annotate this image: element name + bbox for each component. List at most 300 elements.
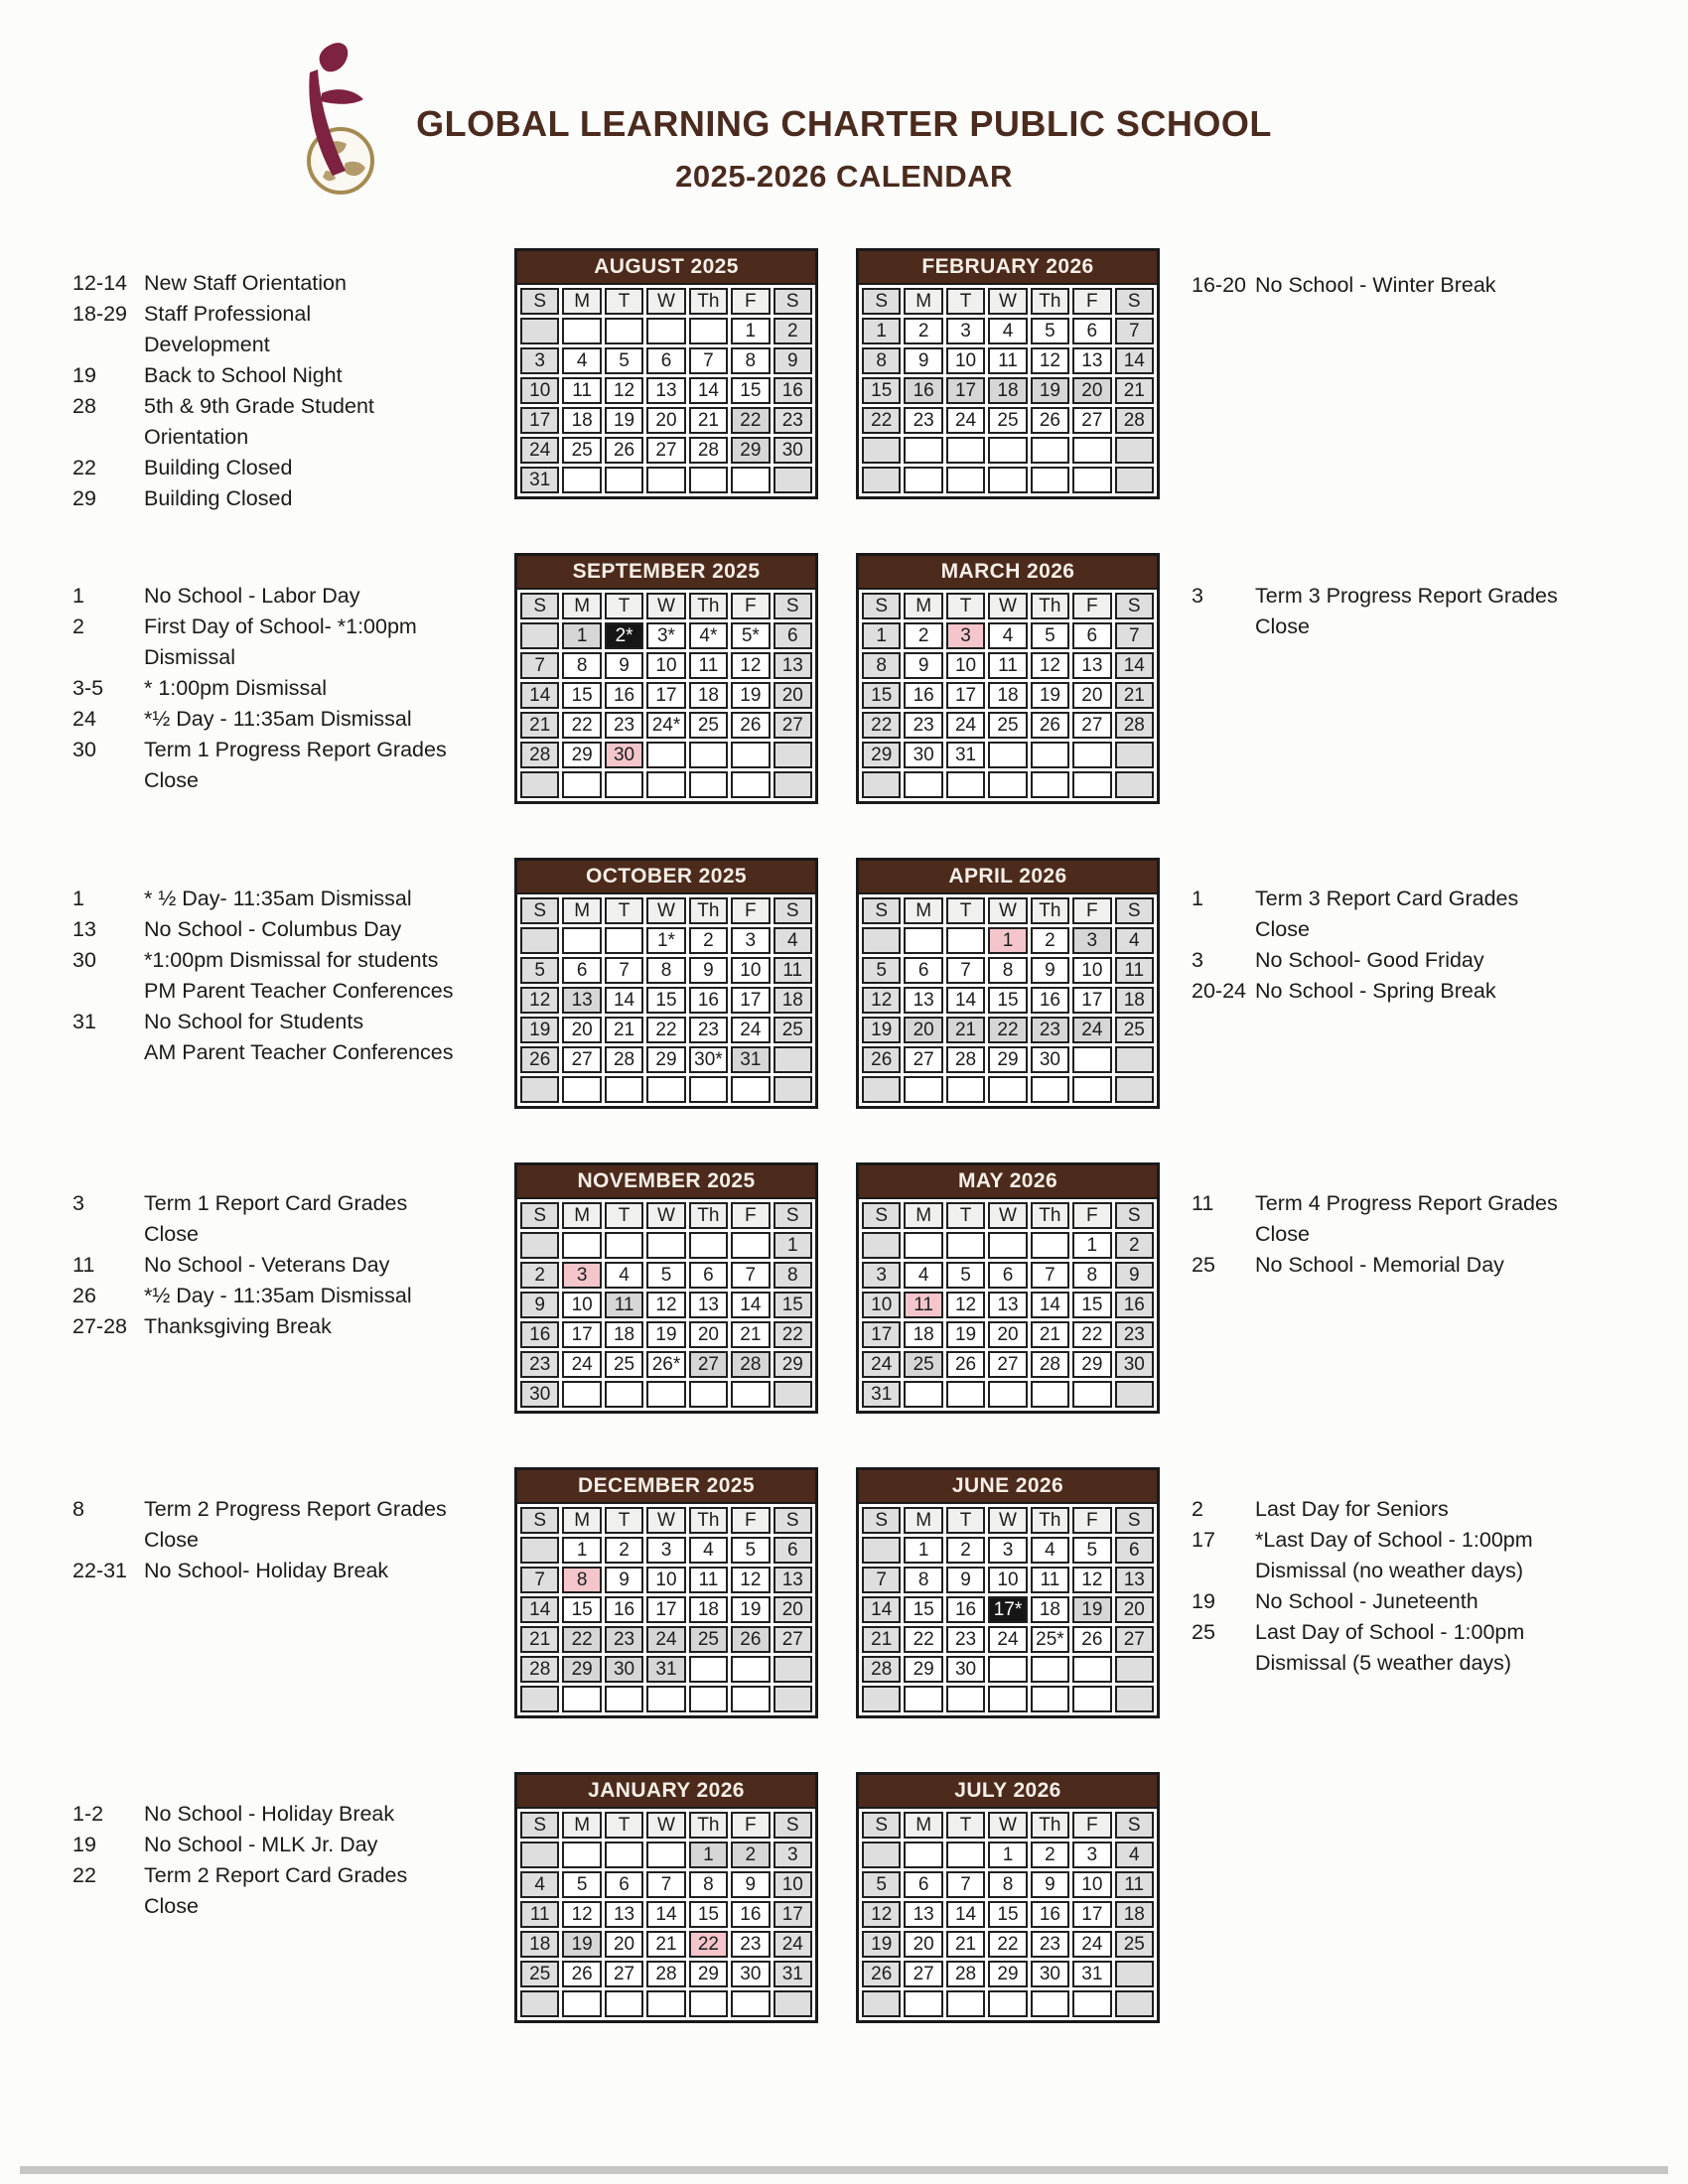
day-cell: 1	[731, 318, 770, 344]
day-cell	[904, 771, 942, 798]
day-cell	[1072, 1076, 1111, 1103]
day-cell: 15	[646, 987, 685, 1014]
day-cell: 23	[946, 1626, 985, 1653]
day-cell	[646, 1076, 685, 1103]
day-cell: 29	[562, 742, 601, 768]
day-cell: 15	[731, 377, 770, 404]
note-text: AM Parent Teacher Conferences	[144, 1040, 454, 1064]
day-cell: 16	[1031, 987, 1069, 1014]
day-header-cell: M	[562, 1812, 601, 1839]
day-header-cell: S	[1115, 593, 1154, 619]
day-cell	[731, 467, 770, 493]
day-cell	[1115, 742, 1154, 768]
day-cell: 21	[731, 1321, 770, 1348]
day-cell: 2	[520, 1262, 559, 1289]
day-cell: 15	[904, 1596, 942, 1623]
day-header-cell: Th	[1031, 288, 1069, 315]
note-text: Term 2 Progress Report Grades	[144, 1497, 447, 1521]
note-text: Dismissal (5 weather days)	[1255, 1651, 1512, 1675]
day-cell: 12	[731, 1567, 770, 1593]
day-cell: 20	[605, 1931, 643, 1958]
day-cell: 2	[904, 318, 942, 344]
day-cell: 14	[689, 377, 728, 404]
day-header-cell: T	[605, 1507, 643, 1534]
day-cell: 16	[605, 1596, 643, 1623]
day-header-cell: Th	[1031, 1507, 1069, 1534]
day-cell	[731, 1686, 770, 1712]
day-header-cell: Th	[689, 897, 728, 924]
day-cell: 25	[605, 1351, 643, 1378]
day-cell: 17	[646, 1596, 685, 1623]
day-cell: 19	[1072, 1596, 1111, 1623]
day-cell: 19	[646, 1321, 685, 1348]
day-header-cell: S	[1115, 897, 1154, 924]
day-cell: 12	[862, 987, 901, 1014]
day-cell	[562, 467, 601, 493]
day-cell: 31	[520, 467, 559, 493]
month-calendar-september-2025	[514, 553, 818, 804]
day-cell: 9	[731, 1871, 770, 1898]
day-header-cell: M	[562, 593, 601, 619]
day-cell: 22	[904, 1626, 942, 1653]
month-title: DECEMBER 2025	[517, 1470, 815, 1504]
note-text: Close	[1255, 614, 1310, 638]
day-cell	[1072, 1656, 1111, 1683]
day-cell	[689, 742, 728, 768]
note-date: 16-20	[1192, 273, 1246, 297]
day-cell: 28	[520, 742, 559, 768]
day-cell: 26	[1031, 712, 1069, 739]
day-header-cell: S	[862, 288, 901, 315]
day-cell: 20	[562, 1017, 601, 1043]
day-cell: 5*	[731, 622, 770, 649]
day-cell: 3	[1072, 927, 1111, 954]
day-cell: 7	[1115, 622, 1154, 649]
note-text: No School - Juneteenth	[1255, 1589, 1478, 1613]
day-cell	[946, 437, 985, 464]
day-cell: 11	[605, 1292, 643, 1318]
day-cell: 26	[1072, 1626, 1111, 1653]
day-header-cell: W	[988, 1202, 1027, 1229]
day-cell: 13	[646, 377, 685, 404]
day-cell: 1	[562, 1537, 601, 1564]
day-cell: 24	[774, 1931, 812, 1958]
day-cell: 23	[1031, 1017, 1069, 1043]
day-cell: 7	[862, 1567, 901, 1593]
day-cell	[1031, 1686, 1069, 1712]
month-title: MAY 2026	[859, 1165, 1157, 1199]
day-cell: 5	[1031, 318, 1069, 344]
day-header-cell: Th	[689, 288, 728, 315]
day-cell: 19	[520, 1017, 559, 1043]
day-cell: 10	[774, 1871, 812, 1898]
day-cell: 29	[988, 1046, 1027, 1073]
day-header-cell: M	[904, 1812, 942, 1839]
day-header-cell: S	[520, 288, 559, 315]
day-cell: 22	[862, 712, 901, 739]
day-cell: 23	[1115, 1321, 1154, 1348]
day-cell	[562, 1076, 601, 1103]
day-cell	[562, 1842, 601, 1868]
day-cell: 13	[1115, 1567, 1154, 1593]
day-cell: 24	[946, 407, 985, 434]
day-cell: 25	[774, 1017, 812, 1043]
day-cell: 9	[689, 957, 728, 984]
day-cell: 6	[904, 1871, 942, 1898]
day-cell: 6	[1115, 1537, 1154, 1564]
day-cell: 9	[1031, 1871, 1069, 1898]
note-text: Development	[144, 333, 270, 356]
day-cell: 7	[946, 957, 985, 984]
day-cell	[646, 1232, 685, 1259]
day-cell: 8	[646, 957, 685, 984]
day-cell: 26	[731, 1626, 770, 1653]
note-text: *½ Day - 11:35am Dismissal	[144, 707, 412, 731]
day-cell: 28	[520, 1656, 559, 1683]
day-cell	[1031, 742, 1069, 768]
day-cell: 16	[946, 1596, 985, 1623]
month-title: JANUARY 2026	[517, 1775, 815, 1809]
day-cell: 11	[520, 1901, 559, 1928]
day-cell: 16	[731, 1901, 770, 1928]
day-cell: 29	[646, 1046, 685, 1073]
day-cell: 19	[1031, 377, 1069, 404]
day-cell: 31	[646, 1656, 685, 1683]
day-header-cell: F	[1072, 1507, 1111, 1534]
day-cell: 16	[605, 682, 643, 709]
day-cell: 22	[646, 1017, 685, 1043]
note-date: 1-2	[72, 1802, 104, 1826]
day-cell: 5	[1031, 622, 1069, 649]
day-cell: 17	[946, 377, 985, 404]
day-cell: 28	[1031, 1351, 1069, 1378]
day-cell: 8	[689, 1871, 728, 1898]
day-cell	[520, 1076, 559, 1103]
day-cell: 4	[1115, 927, 1154, 954]
day-cell: 26	[862, 1046, 901, 1073]
note-text: No School - Labor Day	[144, 584, 360, 608]
day-cell	[862, 1076, 901, 1103]
day-cell: 7	[1031, 1262, 1069, 1289]
day-cell: 13	[904, 1901, 942, 1928]
day-cell: 11	[988, 347, 1027, 374]
day-cell	[1115, 1656, 1154, 1683]
day-cell: 30	[774, 437, 812, 464]
day-cell	[646, 1842, 685, 1868]
day-cell: 31	[1072, 1961, 1111, 1987]
day-cell: 18	[904, 1321, 942, 1348]
day-cell: 11	[689, 1567, 728, 1593]
day-header-cell: T	[605, 288, 643, 315]
day-cell: 18	[1115, 1901, 1154, 1928]
day-header-cell: W	[646, 593, 685, 619]
day-cell: 20	[904, 1017, 942, 1043]
day-cell: 27	[689, 1351, 728, 1378]
day-cell	[689, 1656, 728, 1683]
day-cell: 31	[774, 1961, 812, 1987]
note-text: No School - Holiday Break	[144, 1802, 395, 1826]
day-cell	[1115, 771, 1154, 798]
day-cell: 18	[988, 682, 1027, 709]
day-cell: 24*	[646, 712, 685, 739]
day-cell: 5	[731, 1537, 770, 1564]
day-cell	[731, 742, 770, 768]
day-header-cell: W	[646, 1507, 685, 1534]
day-cell: 3	[862, 1262, 901, 1289]
day-cell: 24	[988, 1626, 1027, 1653]
day-cell: 3	[774, 1842, 812, 1868]
note-date: 27-28	[72, 1314, 127, 1338]
day-cell	[904, 437, 942, 464]
day-cell	[774, 1381, 812, 1408]
note-text: No School- Holiday Break	[144, 1559, 389, 1582]
note-text: * 1:00pm Dismissal	[144, 676, 327, 700]
day-cell: 27	[562, 1046, 601, 1073]
day-cell: 7	[605, 957, 643, 984]
day-cell: 25	[520, 1961, 559, 1987]
day-cell	[731, 1232, 770, 1259]
note-date: 22	[72, 456, 96, 479]
day-cell: 13	[774, 652, 812, 679]
day-header-cell: M	[562, 897, 601, 924]
day-cell: 25	[988, 407, 1027, 434]
month-calendar-august-2025	[514, 248, 818, 499]
day-cell: 3	[520, 347, 559, 374]
day-header-cell: F	[731, 288, 770, 315]
day-cell	[946, 1842, 985, 1868]
day-cell	[520, 927, 559, 954]
day-cell	[689, 467, 728, 493]
day-cell: 22	[562, 1626, 601, 1653]
day-cell: 18	[774, 987, 812, 1014]
day-cell: 28	[689, 437, 728, 464]
day-cell	[605, 927, 643, 954]
day-cell: 29	[774, 1351, 812, 1378]
day-cell: 4	[520, 1871, 559, 1898]
day-header-cell: S	[1115, 1202, 1154, 1229]
day-cell	[1031, 1990, 1069, 2017]
day-cell: 3	[731, 927, 770, 954]
month-title: NOVEMBER 2025	[517, 1165, 815, 1199]
day-cell: 4	[1031, 1537, 1069, 1564]
day-cell: 10	[562, 1292, 601, 1318]
day-cell: 20	[1072, 377, 1111, 404]
day-cell: 6	[562, 957, 601, 984]
day-cell: 11	[774, 957, 812, 984]
day-cell: 15	[862, 377, 901, 404]
day-cell: 20	[1072, 682, 1111, 709]
day-cell: 3	[646, 1537, 685, 1564]
day-cell: 21	[689, 407, 728, 434]
scan-edge-artifact	[20, 2166, 1668, 2174]
day-cell: 28	[862, 1656, 901, 1683]
day-cell: 1*	[646, 927, 685, 954]
day-cell: 21	[946, 1931, 985, 1958]
note-block-april-2026	[1192, 884, 1518, 1007]
day-cell: 2	[774, 318, 812, 344]
note-text: New Staff Orientation	[144, 271, 347, 295]
day-header-cell: W	[988, 1507, 1027, 1534]
day-cell: 14	[605, 987, 643, 1014]
day-cell	[946, 1076, 985, 1103]
day-cell: 16	[904, 377, 942, 404]
day-cell: 15	[689, 1901, 728, 1928]
day-cell: 5	[562, 1871, 601, 1898]
note-date: 3	[1192, 948, 1203, 972]
note-text: First Day of School- *1:00pm	[144, 614, 417, 638]
day-cell	[1031, 771, 1069, 798]
day-header-cell: S	[774, 288, 812, 315]
day-cell: 15	[774, 1292, 812, 1318]
day-cell	[605, 771, 643, 798]
day-cell: 31	[946, 742, 985, 768]
day-cell: 5	[1072, 1537, 1111, 1564]
day-cell: 10	[646, 652, 685, 679]
day-cell: 27	[1072, 712, 1111, 739]
day-cell: 12	[605, 377, 643, 404]
day-cell	[562, 1686, 601, 1712]
day-cell: 27	[904, 1046, 942, 1073]
day-cell: 30	[605, 1656, 643, 1683]
day-cell	[1115, 1076, 1154, 1103]
note-text: Close	[144, 1894, 199, 1918]
day-cell: 30*	[689, 1046, 728, 1073]
day-cell	[1072, 1381, 1111, 1408]
day-cell: 12	[1031, 652, 1069, 679]
day-cell: 26	[520, 1046, 559, 1073]
day-cell: 1	[689, 1842, 728, 1868]
month-title: OCTOBER 2025	[517, 861, 815, 894]
day-cell	[731, 1076, 770, 1103]
day-cell: 21	[1115, 377, 1154, 404]
day-cell: 17	[1072, 1901, 1111, 1928]
day-cell: 4	[605, 1262, 643, 1289]
day-header-cell: S	[774, 897, 812, 924]
note-date: 28	[72, 394, 96, 418]
day-cell	[605, 467, 643, 493]
day-header-cell: M	[904, 593, 942, 619]
day-header-cell: T	[605, 897, 643, 924]
day-cell: 22	[562, 712, 601, 739]
day-cell	[988, 1076, 1027, 1103]
day-cell: 11	[988, 652, 1027, 679]
day-cell	[1115, 1961, 1154, 1987]
day-cell	[862, 1686, 901, 1712]
day-cell	[1115, 1990, 1154, 2017]
day-cell: 19	[605, 407, 643, 434]
day-cell	[904, 467, 942, 493]
note-date: 31	[72, 1010, 96, 1033]
day-cell: 13	[689, 1292, 728, 1318]
note-text: Building Closed	[144, 486, 293, 510]
day-cell: 26	[1031, 407, 1069, 434]
day-cell: 7	[946, 1871, 985, 1898]
day-cell	[1031, 1076, 1069, 1103]
day-cell	[1115, 1046, 1154, 1073]
day-cell: 22	[689, 1931, 728, 1958]
note-text: Last Day of School - 1:00pm	[1255, 1620, 1525, 1644]
day-cell: 23	[731, 1931, 770, 1958]
day-cell	[605, 1842, 643, 1868]
month-title: JUNE 2026	[859, 1470, 1157, 1504]
day-cell	[605, 1686, 643, 1712]
day-cell: 7	[1115, 318, 1154, 344]
day-cell	[562, 927, 601, 954]
day-cell: 18	[562, 407, 601, 434]
day-cell: 11	[904, 1292, 942, 1318]
day-cell: 24	[1072, 1931, 1111, 1958]
day-cell	[1115, 1381, 1154, 1408]
day-cell	[946, 1686, 985, 1712]
note-text: *Last Day of School - 1:00pm	[1255, 1528, 1533, 1552]
day-cell: 25	[689, 1626, 728, 1653]
day-cell: 12	[731, 652, 770, 679]
note-text: Last Day for Seniors	[1255, 1497, 1449, 1521]
note-block-january-2026	[72, 1799, 407, 1922]
day-header-cell: S	[862, 1812, 901, 1839]
note-text: Thanksgiving Break	[144, 1314, 332, 1338]
day-cell	[774, 1656, 812, 1683]
day-header-cell: W	[646, 1202, 685, 1229]
day-header-cell: T	[605, 593, 643, 619]
day-cell: 2	[605, 1537, 643, 1564]
note-date: 24	[72, 707, 96, 731]
day-cell	[1115, 467, 1154, 493]
day-cell	[562, 1990, 601, 2017]
note-date: 22-31	[72, 1559, 127, 1582]
day-header-cell: Th	[1031, 1812, 1069, 1839]
month-calendar-november-2025	[514, 1162, 818, 1414]
note-text: *½ Day - 11:35am Dismissal	[144, 1284, 412, 1307]
day-cell	[562, 771, 601, 798]
day-cell: 12	[646, 1292, 685, 1318]
day-cell: 18	[1115, 987, 1154, 1014]
day-cell: 8	[862, 347, 901, 374]
day-cell: 25	[1115, 1017, 1154, 1043]
day-cell: 5	[862, 1871, 901, 1898]
day-cell: 22	[1072, 1321, 1111, 1348]
day-cell: 14	[1115, 347, 1154, 374]
day-header-cell: Th	[689, 1202, 728, 1229]
day-cell	[988, 1232, 1027, 1259]
day-cell: 29	[562, 1656, 601, 1683]
day-cell: 26	[562, 1961, 601, 1987]
day-cell	[1072, 1686, 1111, 1712]
day-cell: 7	[731, 1262, 770, 1289]
day-cell: 4*	[689, 622, 728, 649]
day-cell: 5	[646, 1262, 685, 1289]
day-cell: 28	[731, 1351, 770, 1378]
day-cell: 6	[774, 1537, 812, 1564]
day-cell: 31	[862, 1381, 901, 1408]
day-cell	[946, 1990, 985, 2017]
day-cell: 2	[731, 1842, 770, 1868]
day-cell	[689, 771, 728, 798]
day-cell: 1	[774, 1232, 812, 1259]
day-header-cell: M	[562, 288, 601, 315]
day-cell: 2	[904, 622, 942, 649]
day-cell	[1031, 1232, 1069, 1259]
day-cell: 16	[1115, 1292, 1154, 1318]
day-cell: 9	[605, 652, 643, 679]
day-cell: 7	[646, 1871, 685, 1898]
day-cell: 15	[1072, 1292, 1111, 1318]
day-cell: 4	[988, 318, 1027, 344]
day-cell: 10	[731, 957, 770, 984]
day-cell: 28	[1115, 407, 1154, 434]
note-date: 26	[72, 1284, 96, 1307]
day-header-cell: M	[904, 288, 942, 315]
